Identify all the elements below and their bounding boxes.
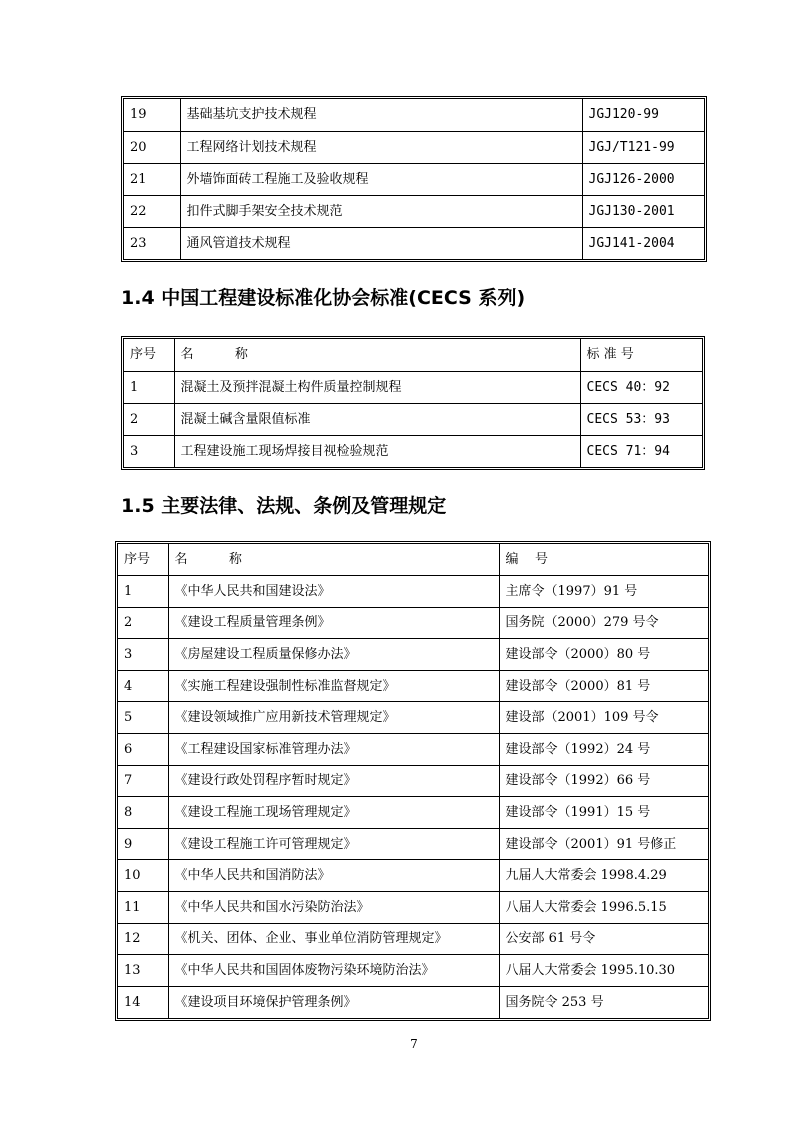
- row-number: 1: [118, 576, 168, 608]
- standard-name: 通风管道技术规程: [180, 227, 582, 259]
- regulation-name: 《房屋建设工程质量保修办法》: [168, 639, 499, 671]
- row-number: 6: [118, 734, 168, 766]
- regulation-name: 《建设项目环境保护管理条例》: [168, 986, 499, 1018]
- row-number: 3: [118, 639, 168, 671]
- row-number: 11: [118, 892, 168, 924]
- standard-code: JGJ120-99: [582, 99, 704, 131]
- table-row: [118, 639, 708, 671]
- regulation-name: 《实施工程建设强制性标准监督规定》: [168, 670, 499, 702]
- regulation-name: 《建设工程施工许可管理规定》: [168, 828, 499, 860]
- table-row: [118, 892, 708, 924]
- regulation-name: 《机关、团体、企业、事业单位消防管理规定》: [168, 923, 499, 955]
- standard-name: 工程建设施工现场焊接目视检验规范: [174, 435, 580, 467]
- row-number: 14: [118, 986, 168, 1018]
- regulation-code: 九届人大常委会 1998.4.29: [499, 860, 708, 892]
- header-number: 序号: [118, 544, 168, 576]
- table-header-row: [118, 544, 708, 576]
- table-row: [118, 702, 708, 734]
- laws-regulations-table: [115, 541, 711, 1021]
- regulation-name: 《工程建设国家标准管理办法》: [168, 734, 499, 766]
- cecs-standards-table: [121, 336, 705, 470]
- table-row: [118, 986, 708, 1018]
- standard-code: JGJ126-2000: [582, 163, 704, 195]
- regulation-code: 公安部 61 号令: [499, 923, 708, 955]
- row-number: 2: [118, 607, 168, 639]
- table-row: [118, 923, 708, 955]
- standard-code: CECS 71：94: [580, 435, 702, 467]
- standard-code: JGJ/T121-99: [582, 131, 704, 163]
- standard-name: 基础基坑支护技术规程: [180, 99, 582, 131]
- standard-name: 外墙饰面砖工程施工及验收规程: [180, 163, 582, 195]
- table-row: [118, 576, 708, 608]
- table-row: [118, 734, 708, 766]
- row-number: 2: [124, 403, 174, 435]
- standard-name: 扣件式脚手架安全技术规范: [180, 195, 582, 227]
- header-number: 序号: [124, 339, 174, 371]
- table-row: [124, 195, 704, 227]
- regulation-code: 建设部令（1991）15 号: [499, 797, 708, 829]
- table-row: [118, 607, 708, 639]
- table-row: [124, 403, 702, 435]
- table-row: [124, 371, 702, 403]
- row-number: 20: [124, 131, 180, 163]
- row-number: 7: [118, 765, 168, 797]
- row-number: 4: [118, 670, 168, 702]
- regulation-name: 《中华人民共和国消防法》: [168, 860, 499, 892]
- table-row: [118, 765, 708, 797]
- regulation-code: 建设部令（1992）66 号: [499, 765, 708, 797]
- regulation-code: 国务院（2000）279 号令: [499, 607, 708, 639]
- table-row: [118, 670, 708, 702]
- row-number: 9: [118, 828, 168, 860]
- table-row: [124, 435, 702, 467]
- regulation-name: 《中华人民共和国建设法》: [168, 576, 499, 608]
- standard-code: JGJ141-2004: [582, 227, 704, 259]
- header-name: 名 称: [168, 544, 499, 576]
- row-number: 8: [118, 797, 168, 829]
- regulation-code: 建设部令（2000）80 号: [499, 639, 708, 671]
- regulation-code: 建设部令（2001）91 号修正: [499, 828, 708, 860]
- standard-name: 工程网络计划技术规程: [180, 131, 582, 163]
- row-number: 22: [124, 195, 180, 227]
- header-code: 编 号: [499, 544, 708, 576]
- row-number: 13: [118, 955, 168, 987]
- regulation-name: 《中华人民共和国固体废物污染环境防治法》: [168, 955, 499, 987]
- table-row: [124, 99, 704, 131]
- standard-code: CECS 53：93: [580, 403, 702, 435]
- regulation-code: 主席令（1997）91 号: [499, 576, 708, 608]
- table-row: [118, 828, 708, 860]
- regulation-name: 《中华人民共和国水污染防治法》: [168, 892, 499, 924]
- row-number: 3: [124, 435, 174, 467]
- table-header-row: [124, 339, 702, 371]
- regulation-name: 《建设行政处罚程序暂时规定》: [168, 765, 499, 797]
- row-number: 1: [124, 371, 174, 403]
- regulation-code: 八届人大常委会 1995.10.30: [499, 955, 708, 987]
- regulation-code: 建设部令（1992）24 号: [499, 734, 708, 766]
- standard-name: 混凝土及预拌混凝土构件质量控制规程: [174, 371, 580, 403]
- regulation-name: 《建设领域推广应用新技术管理规定》: [168, 702, 499, 734]
- standard-code: JGJ130-2001: [582, 195, 704, 227]
- row-number: 5: [118, 702, 168, 734]
- table-row: [124, 227, 704, 259]
- row-number: 10: [118, 860, 168, 892]
- row-number: 23: [124, 227, 180, 259]
- header-name: 名 称: [174, 339, 580, 371]
- standard-name: 混凝土碱含量限值标准: [174, 403, 580, 435]
- standards-table-continued: [121, 96, 707, 262]
- row-number: 21: [124, 163, 180, 195]
- standard-code: CECS 40：92: [580, 371, 702, 403]
- regulation-code: 建设部（2001）109 号令: [499, 702, 708, 734]
- table-row: [118, 955, 708, 987]
- page-number: 7: [410, 1037, 418, 1051]
- table-row: [118, 860, 708, 892]
- regulation-code: 国务院令 253 号: [499, 986, 708, 1018]
- regulation-name: 《建设工程施工现场管理规定》: [168, 797, 499, 829]
- section-heading-1-5: 1.5 主要法律、法规、条例及管理规定: [121, 495, 447, 517]
- regulation-code: 建设部令（2000）81 号: [499, 670, 708, 702]
- row-number: 12: [118, 923, 168, 955]
- table-row: [118, 797, 708, 829]
- table-row: [124, 163, 704, 195]
- regulation-code: 八届人大常委会 1996.5.15: [499, 892, 708, 924]
- table-row: [124, 131, 704, 163]
- regulation-name: 《建设工程质量管理条例》: [168, 607, 499, 639]
- section-heading-1-4: 1.4 中国工程建设标准化协会标准(CECS 系列): [121, 287, 526, 309]
- row-number: 19: [124, 99, 180, 131]
- header-code: 标 准 号: [580, 339, 702, 371]
